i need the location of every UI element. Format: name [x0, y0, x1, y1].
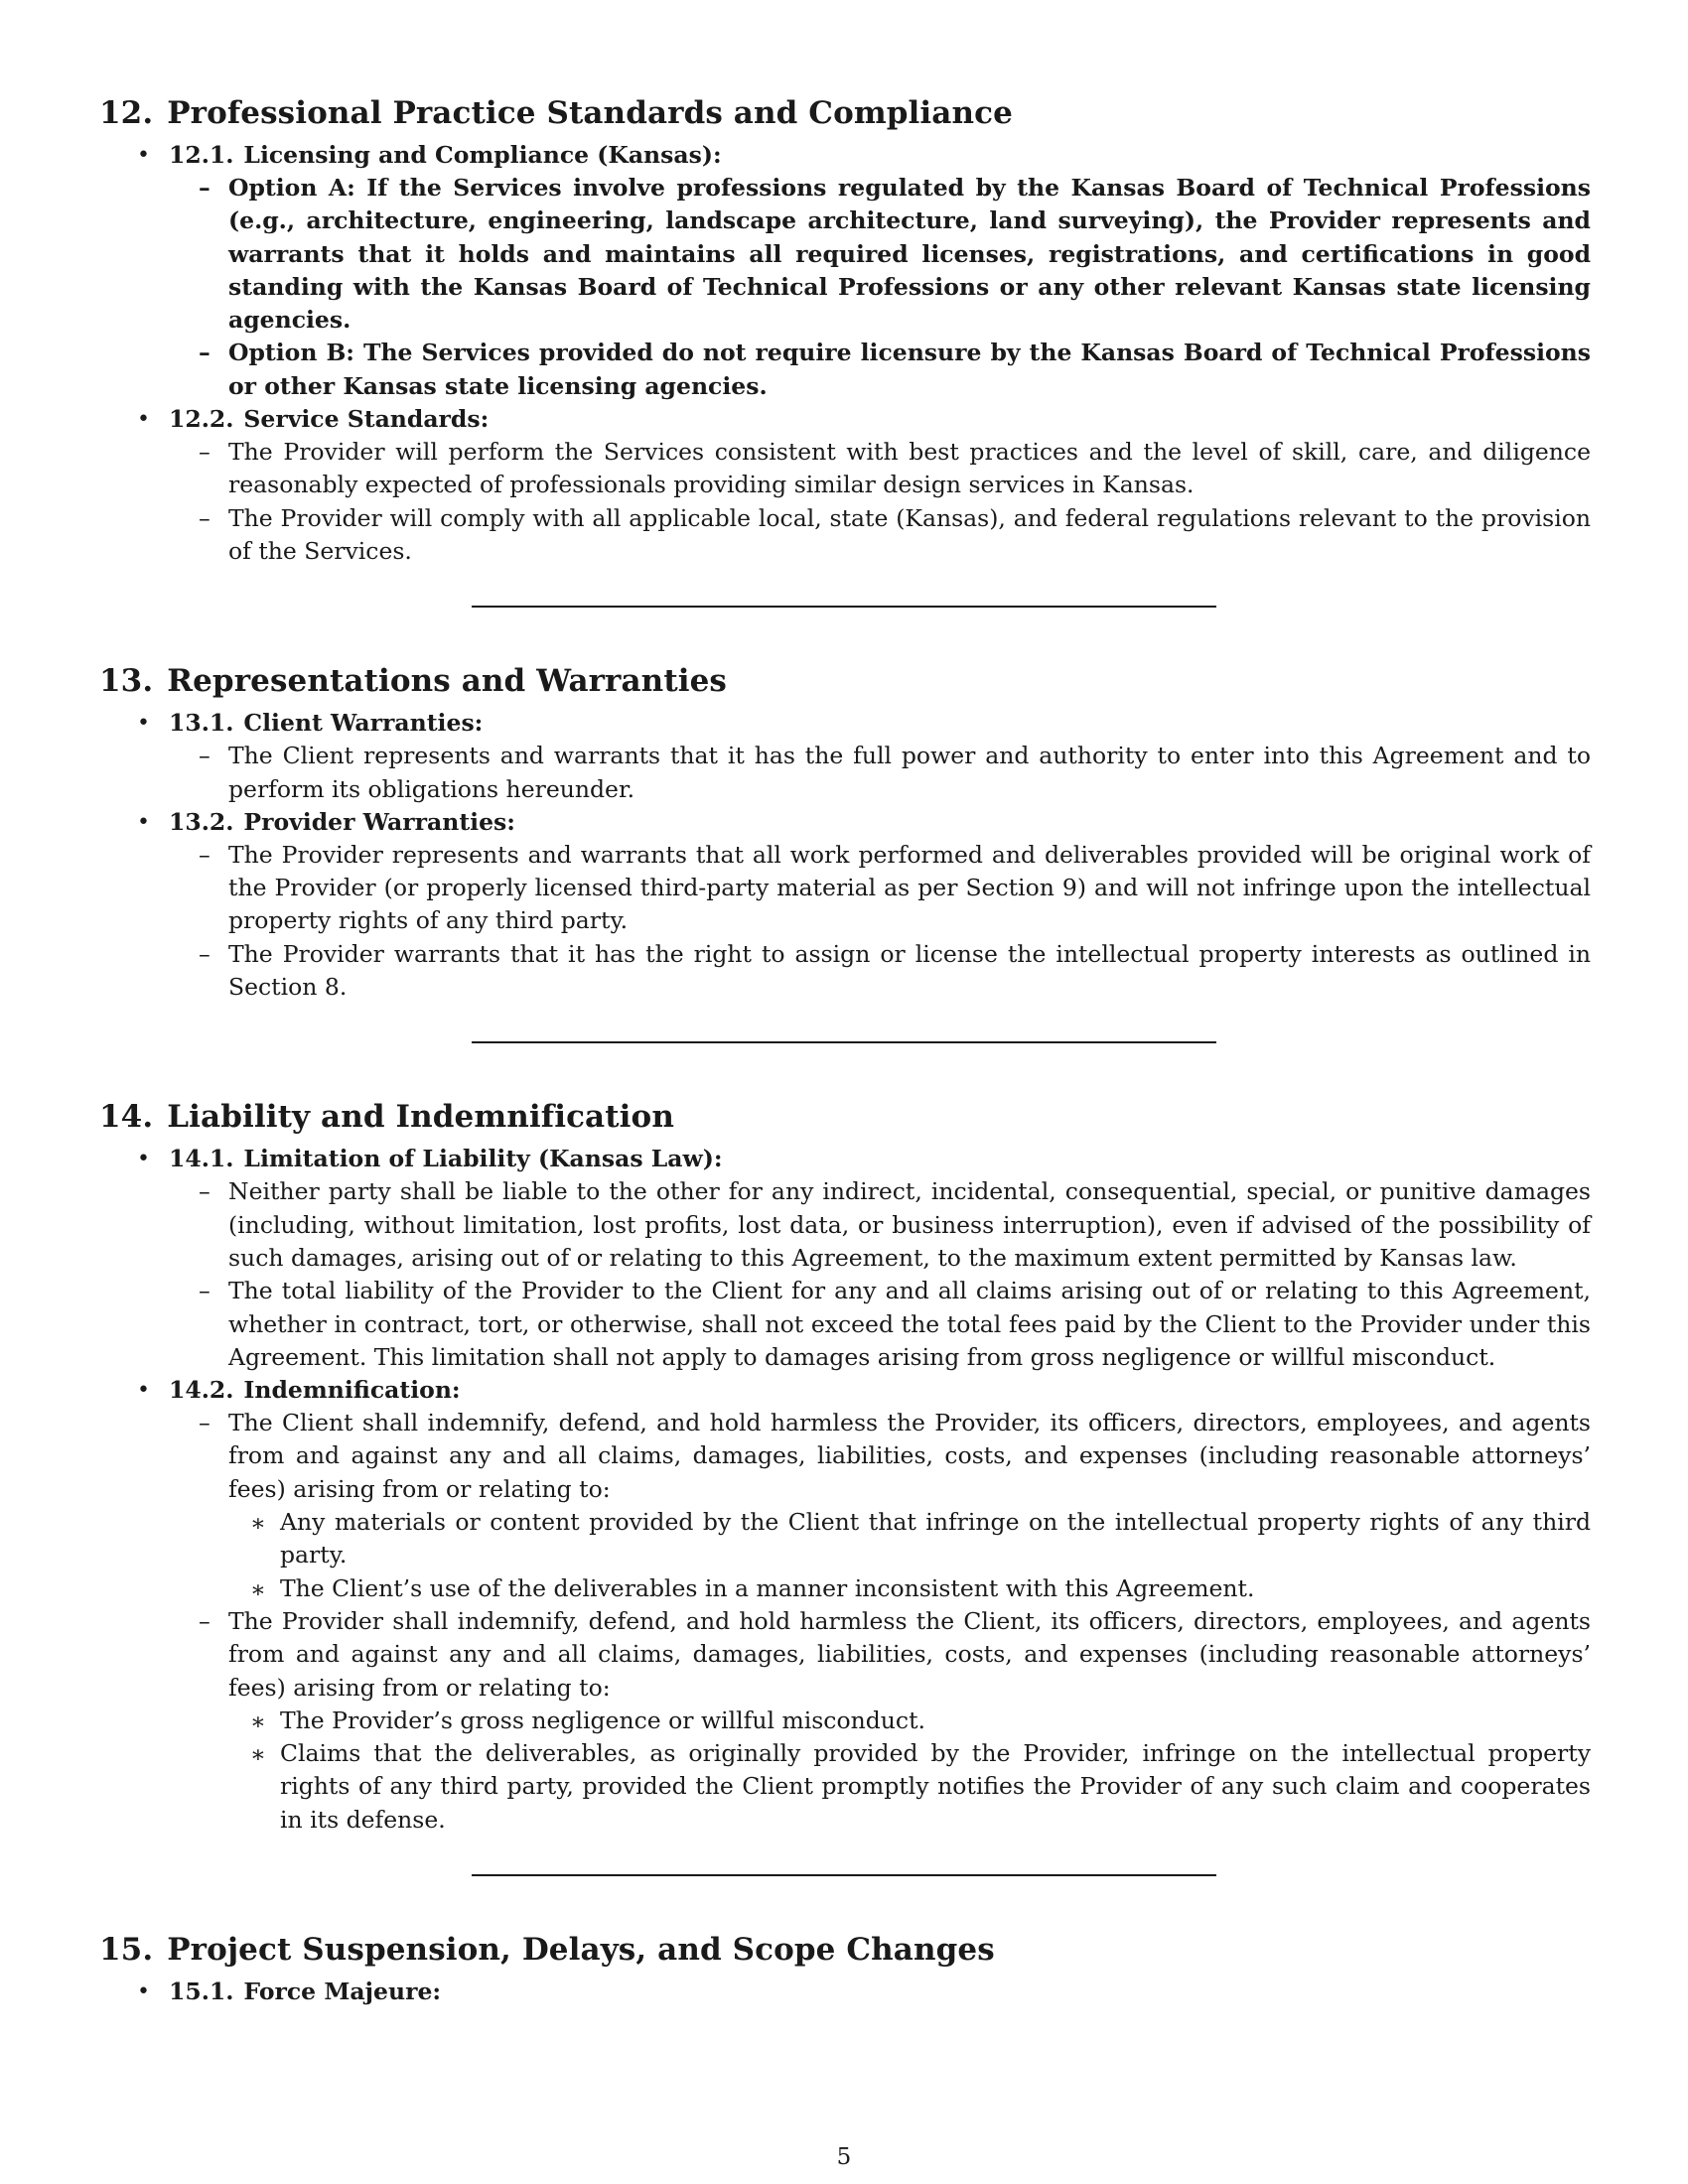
dash-icon: – — [199, 742, 211, 770]
section-13 — [99, 661, 1591, 1043]
bullet-icon: • — [137, 407, 150, 433]
subsection-heading: 14.2. Indemnification: — [169, 1376, 461, 1405]
dash-icon: – — [199, 1409, 211, 1437]
subsection-13-2 — [99, 806, 1591, 1004]
subsection-list — [99, 1976, 1591, 2008]
section-divider — [472, 606, 1216, 608]
clause-item: – Option A: If the Services involve professions regulated by the Kansas Board of Technical Professions (e.g., architecture, engineering, landscape architecture, land surveying), the Provider represents and warrants that it holds and maintains all required licenses, registrations, and certifications in good standing with the Kansas Board of Technical Professions or any other relevant Kansas state licensing agencies. — [199, 174, 1591, 335]
asterisk-icon: ∗ — [250, 1509, 266, 1538]
dash-icon: – — [199, 1606, 211, 1635]
sub-clause-list — [228, 1705, 1591, 1837]
subsection-heading: 12.2. Service Standards: — [169, 405, 490, 434]
subsection-14-1 — [99, 1143, 1591, 1374]
subsection-heading: 14.1. Limitation of Liability (Kansas Law): — [169, 1145, 723, 1173]
subsection-12-2 — [99, 403, 1591, 568]
clause-list — [169, 839, 1591, 1004]
subsection-14-2 — [99, 1374, 1591, 1837]
section-heading: 15. Project Suspension, Delays, and Scope Changes — [99, 1931, 995, 1968]
subsection-12-1 — [99, 139, 1591, 403]
dash-icon: – — [199, 840, 211, 869]
sub-clause-item: ∗ The Client’s use of the deliverables in a manner inconsistent with this Agreement. — [228, 1572, 1591, 1605]
clause-item: – The Provider shall indemnify, defend, and hold harmless the Client, its officers, directors, employees, and agents from and against any and all claims, damages, liabilities, costs, and expenses (including reasonable attorneys’ fees) arising from or relating to: ∗ The Provider’s gross negligence or willful misconduct. ∗ Claims that the deliverables, as originally provided by the Provider, infringe on the intellectual property rights of any third party, provided the Client promptly notifies the Provider of any such claim and cooperates in its defense. — [169, 1605, 1591, 1837]
clause-list — [169, 436, 1591, 568]
subsection-list — [99, 139, 1591, 568]
section-14 — [99, 1097, 1591, 1876]
sub-clause-list — [228, 1506, 1591, 1605]
dash-icon: – — [199, 503, 211, 532]
subsection-list — [99, 1143, 1591, 1837]
asterisk-icon: ∗ — [250, 1740, 266, 1769]
asterisk-icon: ∗ — [250, 1574, 266, 1603]
page-number: 5 — [836, 2144, 852, 2170]
clause-item: – The Provider will perform the Services consistent with best practices and the level of skill, care, and diligence reasonably expected of professionals providing similar design services in Kansas. — [199, 438, 1591, 499]
clause-list — [169, 740, 1591, 806]
clause-item: – Neither party shall be liable to the other for any indirect, incidental, consequential, special, or punitive damages (including, without limitation, lost profits, lost data, or business interruption), even if advised of the possibility of such damages, arising out of or relating to this Agreement, to the maximum extent permitted by Kansas law. — [199, 1177, 1591, 1272]
dash-icon: – — [199, 1177, 211, 1206]
dash-icon: – — [199, 174, 211, 202]
subsection-heading: 13.2. Provider Warranties: — [169, 807, 515, 836]
dash-icon: – — [199, 1277, 211, 1305]
clause-item: – The Provider represents and warrants that all work performed and deliverables provided will be original work of the Provider (or properly licensed third-party material as per Section 9) and will not infringe upon the intellectual property rights of any third party. — [199, 840, 1591, 935]
clause-list — [169, 1407, 1591, 1837]
bullet-icon: • — [137, 143, 150, 168]
section-12 — [99, 93, 1591, 608]
clause-item: – The Client shall indemnify, defend, and hold harmless the Provider, its officers, directors, employees, and agents from and against any and all claims, damages, liabilities, costs, and expenses (including reasonable attorneys’ fees) arising from or relating to: ∗ Any materials or content provided by the Client that infringe on the intellectual property rights of any third party. ∗ The Client’s use of the deliverables in a manner inconsistent with this Agreement. — [169, 1407, 1591, 1605]
clause-list — [169, 172, 1591, 403]
subsection-13-1 — [99, 707, 1591, 806]
clause-list — [169, 1175, 1591, 1374]
subsection-list — [99, 707, 1591, 1004]
section-15 — [99, 1930, 1591, 2008]
clause-item: – Option B: The Services provided do not require licensure by the Kansas Board of Technical Professions or other Kansas state licensing agencies. — [199, 339, 1591, 400]
subsection-15-1 — [99, 1976, 1591, 2008]
sub-clause-item: ∗ Claims that the deliverables, as originally provided by the Provider, infringe on the intellectual property rights of any third party, provided the Client promptly notifies the Provider of any such claim and cooperates in its defense. — [250, 1739, 1591, 1834]
sub-clause-item: ∗ Any materials or content provided by the Client that infringe on the intellectual property rights of any third party. — [250, 1508, 1591, 1570]
bullet-icon: • — [137, 1378, 150, 1404]
bullet-icon: • — [137, 809, 150, 835]
subsection-heading: 12.1. Licensing and Compliance (Kansas): — [169, 141, 722, 169]
subsection-heading: 13.1. Client Warranties: — [169, 709, 484, 738]
clause-item: – The Provider warrants that it has the right to assign or license the intellectual property interests as outlined in Section 8. — [199, 939, 1591, 1002]
section-divider — [472, 1874, 1216, 1876]
section-heading: 13. Representations and Warranties — [99, 663, 727, 700]
bullet-icon: • — [137, 1147, 150, 1172]
section-divider — [472, 1041, 1216, 1043]
bullet-icon: • — [137, 711, 150, 737]
clause-item: – The total liability of the Provider to the Client for any and all claims arising out of or relating to this Agreement, whether in contract, tort, or otherwise, shall not exceed the total fees paid by the Client to the Provider under this Agreement. This limitation shall not apply to damages arising from gross negligence or willful misconduct. — [199, 1277, 1591, 1371]
subsection-heading: 15.1. Force Majeure: — [169, 1977, 442, 2005]
section-heading: 14. Liability and Indemnification — [99, 1099, 674, 1136]
document-page — [99, 93, 1591, 2008]
clause-item: – The Provider will comply with all applicable local, state (Kansas), and federal regulations relevant to the provision of the Services. — [199, 503, 1591, 565]
asterisk-icon: ∗ — [250, 1706, 266, 1735]
dash-icon: – — [199, 939, 211, 968]
bullet-icon: • — [137, 1979, 150, 2004]
dash-icon: – — [199, 438, 211, 467]
sub-clause-item: ∗ The Provider’s gross negligence or willful misconduct. — [228, 1705, 1591, 1737]
section-heading: 12. Professional Practice Standards and Compliance — [99, 95, 1013, 131]
dash-icon: – — [199, 339, 211, 367]
clause-item: – The Client represents and warrants that it has the full power and authority to enter into this Agreement and to perform its obligations hereunder. — [199, 742, 1591, 803]
